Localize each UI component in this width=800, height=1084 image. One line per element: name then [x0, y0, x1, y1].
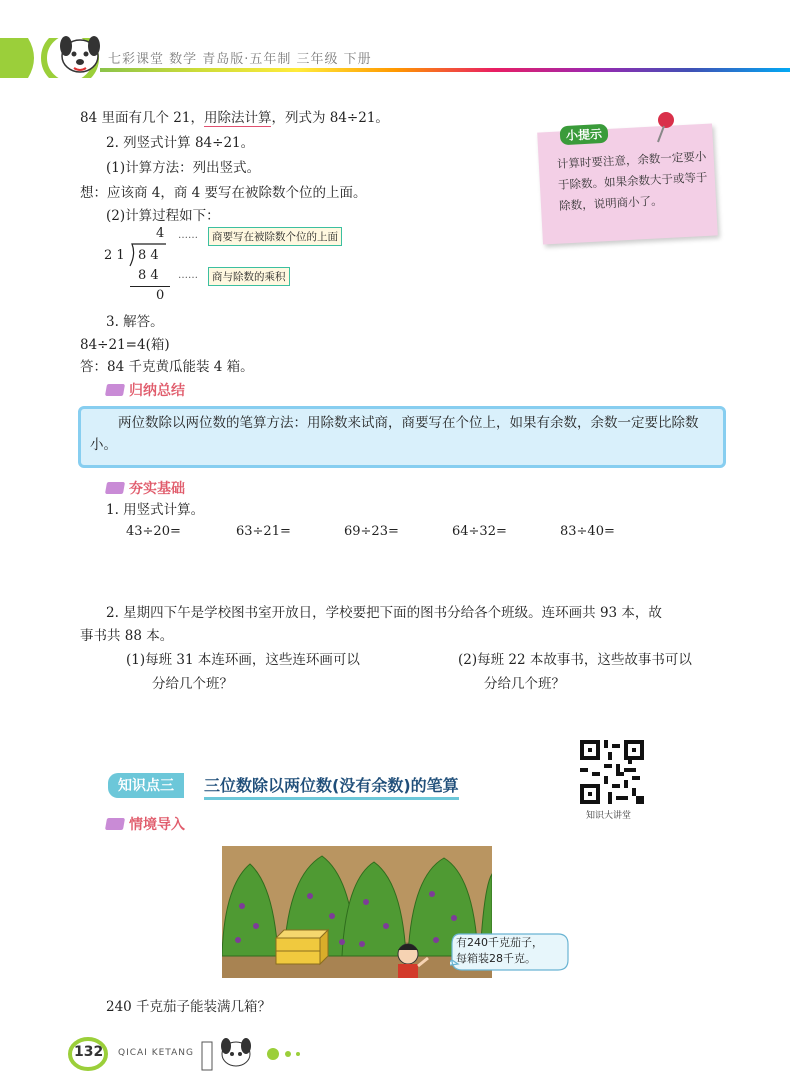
- method-line: (1)计算方法：列出竖式。: [106, 160, 261, 176]
- pushpin-icon: [650, 110, 680, 144]
- summary-heading-text: 归纳总结: [129, 383, 185, 399]
- expr-3: 69÷23=: [344, 524, 399, 539]
- qr-code-icon[interactable]: [580, 740, 644, 804]
- step-3: 3. 解答。: [106, 314, 164, 330]
- product: 8 4: [138, 268, 159, 283]
- summary-text: 两位数除以两位数的笔算方法：用除数来试商，商要写在个位上，如果有余数，余数一定要比除数小。: [90, 415, 699, 453]
- summary-heading: [106, 380, 185, 400]
- section-flag-icon: [105, 818, 125, 830]
- footer-dots-decoration: [266, 1046, 306, 1062]
- tip-text: 计算时要注意，余数一定要小于除数。如果余数大于或等于除数，说明商小了。: [556, 149, 708, 213]
- basics-heading: [106, 478, 185, 498]
- footer-brand: QICAI KETANG: [118, 1048, 194, 1058]
- question-1: 1. 用竖式计算。: [106, 502, 205, 518]
- question-2-line-2: 事书共 88 本。: [80, 628, 174, 644]
- header-title: 七彩课堂 数学 青岛版·五年制 三年级 下册: [108, 52, 372, 67]
- mascot-dog-icon: [50, 26, 110, 82]
- subtraction-line: [130, 286, 170, 287]
- section-flag-icon: [105, 384, 125, 396]
- sub-question-2-line-1: (2)每班 22 本故事书，这些故事书可以: [458, 652, 692, 668]
- process-line: (2)计算过程如下：: [106, 208, 220, 224]
- dots-1: ……: [178, 230, 198, 241]
- intro-text-underlined: 用除法计算: [203, 110, 272, 126]
- question-2-line-1: 2. 星期四下午是学校图书室开放日，学校要把下面的图书分给各个班级。连环画共 93 本，故: [106, 605, 662, 621]
- knowledge-point-tag: 知识点三: [108, 773, 184, 798]
- dividend: 8 4: [138, 248, 159, 263]
- equation: 84÷21=4(箱): [80, 337, 170, 353]
- intro-text-a: 84 里面有几个 21，: [80, 110, 204, 126]
- think-line: 想：应该商 4，商 4 要写在被除数个位的上面。: [80, 185, 367, 201]
- expr-1: 43÷20=: [126, 524, 181, 539]
- quotient: 4: [156, 226, 165, 241]
- dots-2: ……: [178, 270, 198, 281]
- note-quotient-position: 商要写在被除数个位的上面: [208, 227, 342, 246]
- intro-heading-text: 情境导入: [129, 817, 185, 833]
- speech-bubble-text: [456, 935, 543, 967]
- remainder: 0: [156, 288, 165, 303]
- note-product: 商与除数的乘积: [208, 267, 290, 286]
- page-number: 132: [74, 1044, 104, 1060]
- intro-text-c: ，列式为 84÷21。: [271, 110, 389, 126]
- tip-title: 小提示: [560, 124, 609, 145]
- section-flag-icon: [105, 482, 125, 494]
- sub-question-1-line-2: 分给几个班？: [152, 676, 233, 692]
- bubble-line-1: 有240千克茄子，: [456, 936, 543, 949]
- footer-mascot-icon: [198, 1034, 258, 1074]
- basics-heading-text: 夯实基础: [129, 481, 185, 497]
- scene-question: 240 千克茄子能装满几箱？: [106, 999, 272, 1015]
- header-rainbow-rule: [100, 68, 790, 72]
- qr-caption: 知识大讲堂: [586, 811, 632, 821]
- knowledge-point-title: 三位数除以两位数(没有余数)的笔算: [204, 773, 459, 800]
- expr-5: 83÷40=: [560, 524, 615, 539]
- divisor: 2 1: [104, 248, 125, 263]
- answer-text: 答：84 千克黄瓜能装 4 箱。: [80, 359, 254, 375]
- bubble-line-2: 每箱装28千克。: [456, 952, 536, 965]
- expr-4: 64÷32=: [452, 524, 507, 539]
- intro-heading: [106, 814, 185, 834]
- intro-line: [80, 108, 389, 128]
- step-2: 2. 列竖式计算 84÷21。: [106, 135, 255, 151]
- sub-question-2-line-2: 分给几个班？: [484, 676, 565, 692]
- wooden-crate: [276, 930, 328, 964]
- sub-question-1-line-1: (1)每班 31 本连环画，这些连环画可以: [126, 652, 360, 668]
- expr-2: 63÷21=: [236, 524, 291, 539]
